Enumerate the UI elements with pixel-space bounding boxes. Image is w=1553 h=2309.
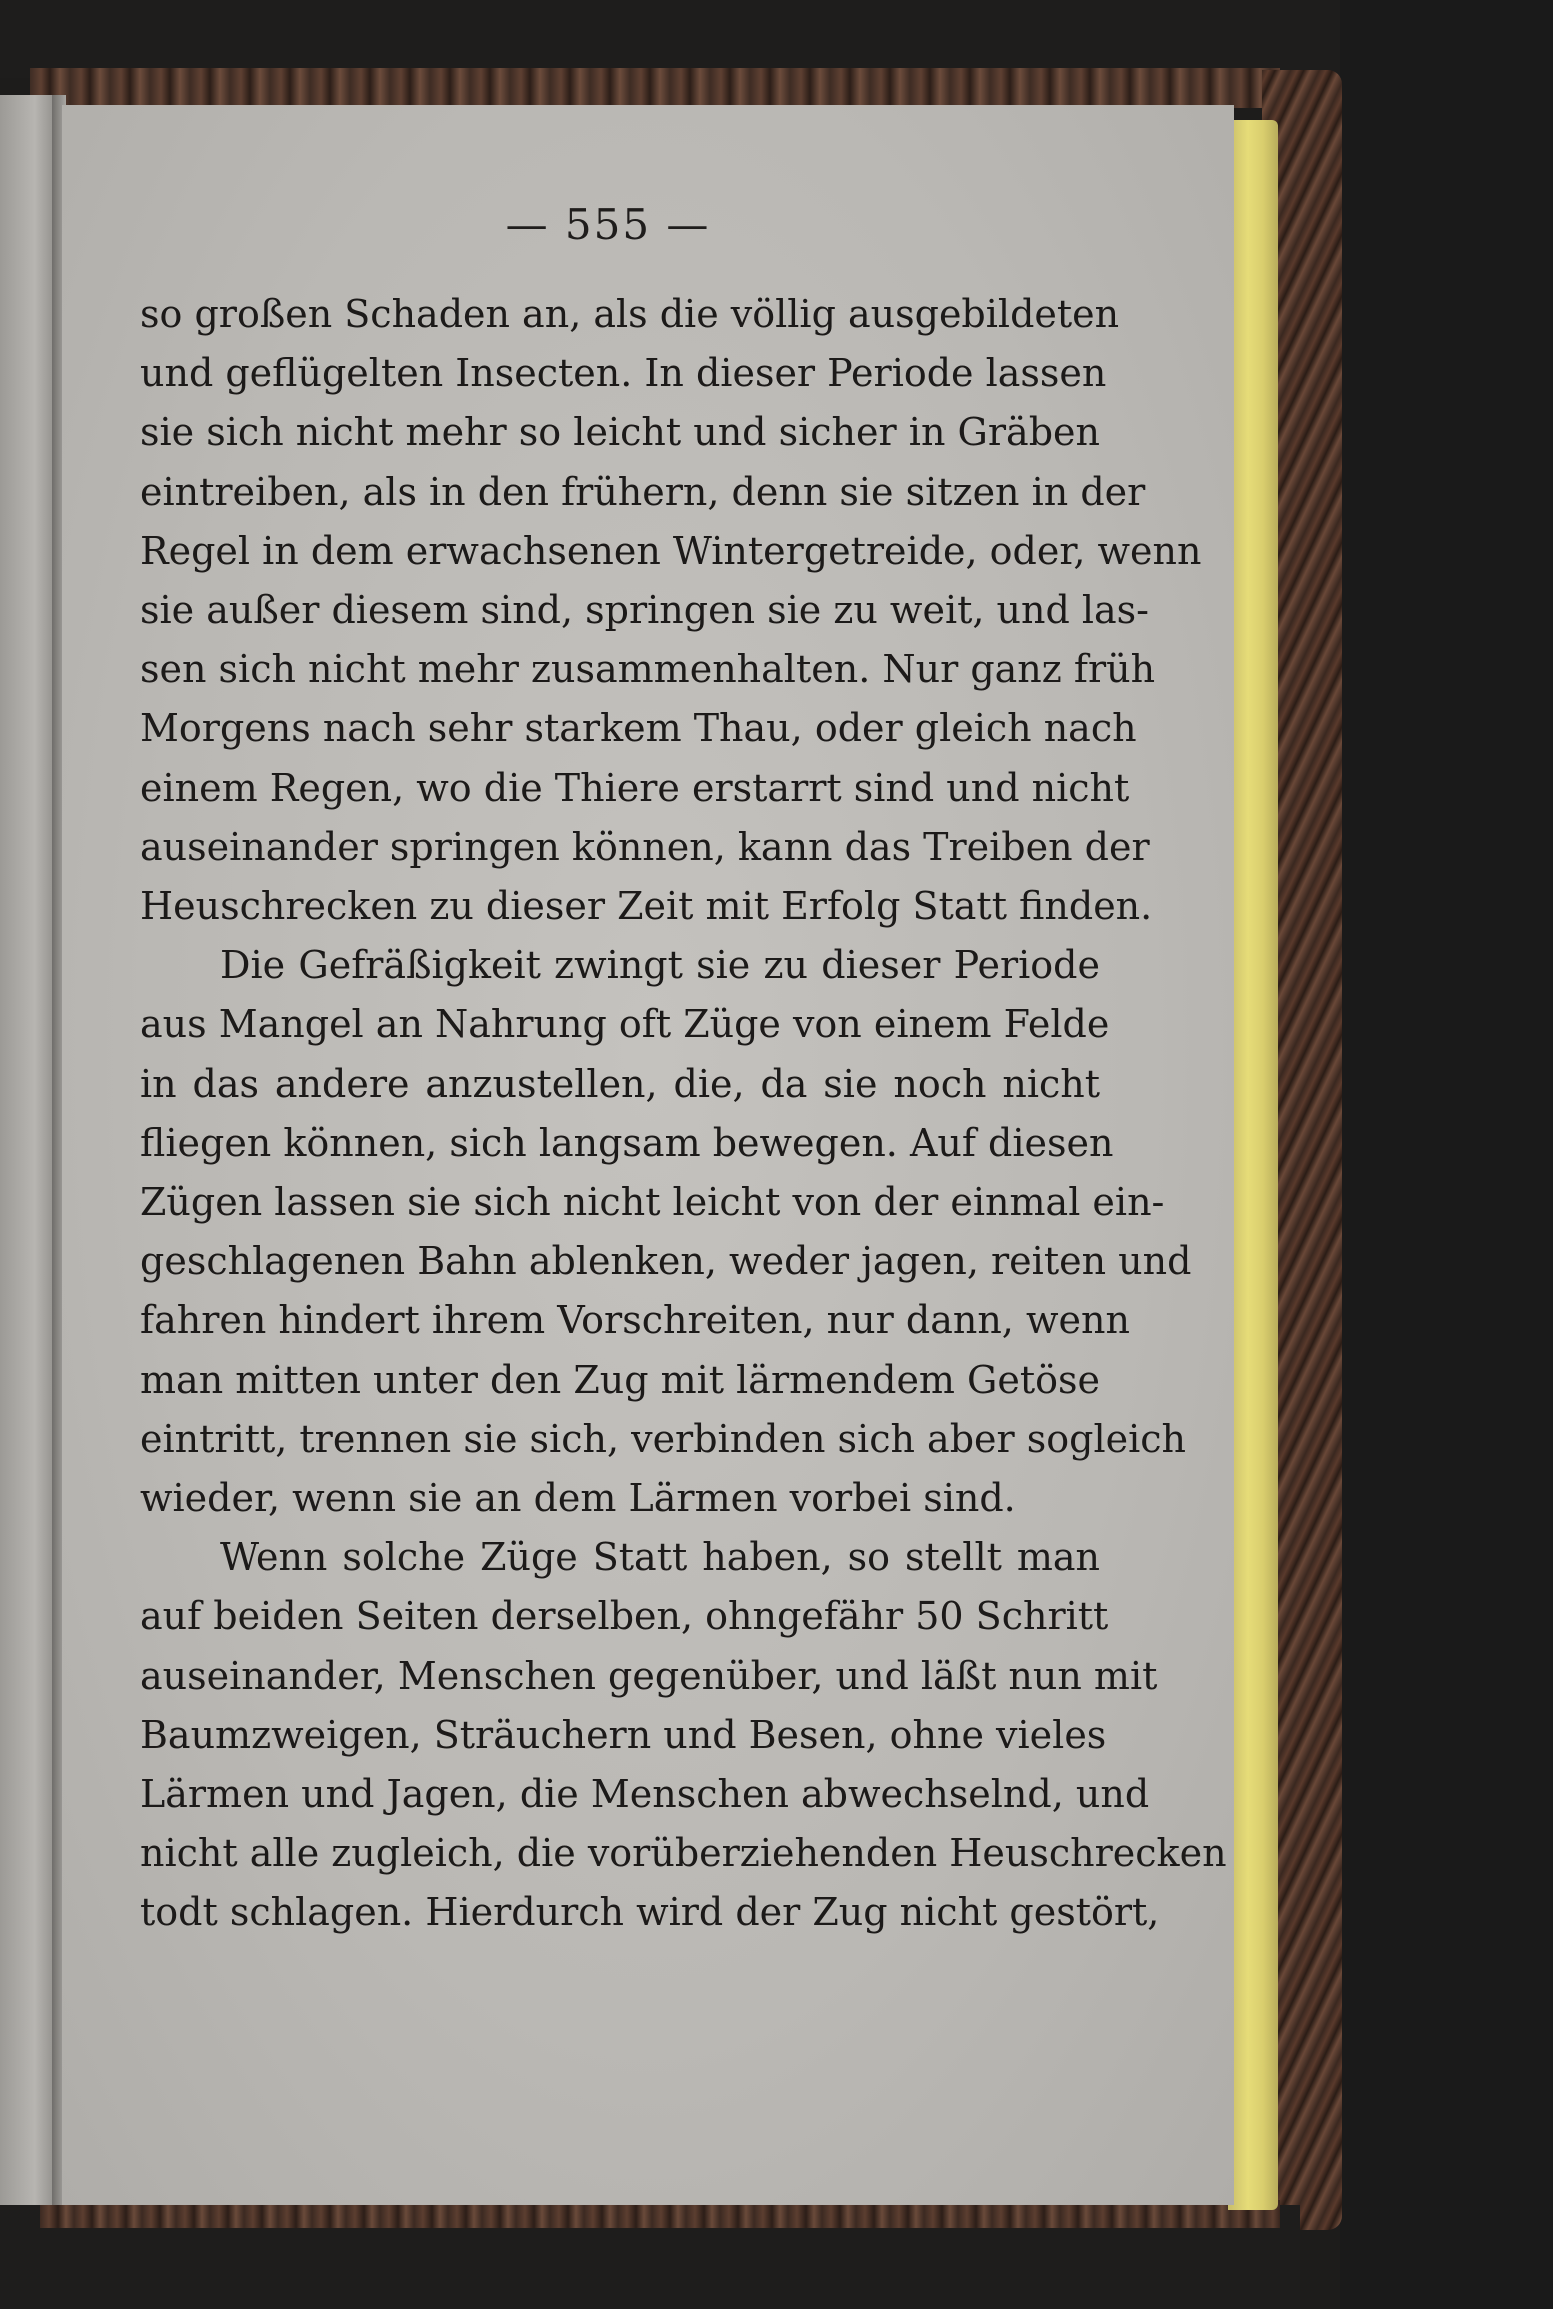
text-line: eintreiben, als in den frühern, denn sie sitzen in der bbox=[140, 469, 1146, 514]
text-line: fliegen können, sich langsam bewegen. Auf diesen bbox=[140, 1120, 1114, 1165]
text-line: in das andere anzustellen, die, da sie noch nicht bbox=[140, 1061, 1100, 1106]
text-line: Morgens nach sehr starkem Thau, oder gleich nach bbox=[140, 706, 1137, 751]
text-line: Zügen lassen sie sich nicht leicht von der einmal ein- bbox=[140, 1180, 1165, 1224]
text-line: Die Gefräßigkeit zwingt sie zu dieser Periode bbox=[220, 943, 1100, 988]
text-line: todt schlagen. Hierdurch wird der Zug nicht gestört, bbox=[140, 1890, 1160, 1935]
text-line: sen sich nicht mehr zusammenhalten. Nur ganz früh bbox=[140, 647, 1156, 692]
text-line: auf beiden Seiten derselben, ohngefähr 50 Schritt bbox=[140, 1594, 1109, 1639]
text-line: Regel in dem erwachsenen Wintergetreide, oder, wenn bbox=[140, 528, 1202, 573]
page-number: — 555 — bbox=[505, 200, 711, 249]
text-line: Baumzweigen, Sträuchern und Besen, ohne vieles bbox=[140, 1712, 1107, 1757]
text-line: Lärmen und Jagen, die Menschen abwechselnd, und bbox=[140, 1772, 1150, 1816]
background bbox=[1340, 0, 1553, 2309]
text-line: so großen Schaden an, als die völlig ausgebildeten bbox=[140, 292, 1120, 336]
marbled-cover-top bbox=[30, 68, 1280, 108]
text-line: Wenn solche Züge Statt haben, so stellt man bbox=[220, 1535, 1100, 1580]
text-line: sie sich nicht mehr so leicht und sicher in Gräben bbox=[140, 410, 1100, 455]
text-line: auseinander springen können, kann das Treiben der bbox=[140, 824, 1150, 869]
text-line: sie außer diesem sind, springen sie zu weit, und las- bbox=[140, 588, 1150, 632]
text-line: und geflügelten Insecten. In dieser Periode lassen bbox=[140, 351, 1107, 396]
page-edges bbox=[1228, 120, 1278, 2210]
text-line: geschlagenen Bahn ablenken, weder jagen, reiten und bbox=[140, 1239, 1192, 1284]
text-line: einem Regen, wo die Thiere erstarrt sind und nicht bbox=[140, 765, 1130, 810]
text-line: wieder, wenn sie an dem Lärmen vorbei sind. bbox=[140, 1476, 1016, 1520]
text-line: fahren hindert ihrem Vorschreiten, nur dann, wenn bbox=[140, 1298, 1130, 1343]
text-line: auseinander, Menschen gegenüber, und läßt nun mit bbox=[140, 1653, 1158, 1698]
text-line: nicht alle zugleich, die vorüberziehenden Heuschrecken bbox=[140, 1831, 1227, 1876]
text-line: eintritt, trennen sie sich, verbinden sich aber sogleich bbox=[140, 1416, 1187, 1461]
text-line: Heuschrecken zu dieser Zeit mit Erfolg Statt finden. bbox=[140, 884, 1153, 928]
cover-top bbox=[0, 0, 1340, 78]
facing-page bbox=[0, 95, 58, 2205]
text-line: aus Mangel an Nahrung oft Züge von einem Felde bbox=[140, 1002, 1110, 1047]
text-line: man mitten unter den Zug mit lärmendem Getöse bbox=[140, 1357, 1101, 1402]
